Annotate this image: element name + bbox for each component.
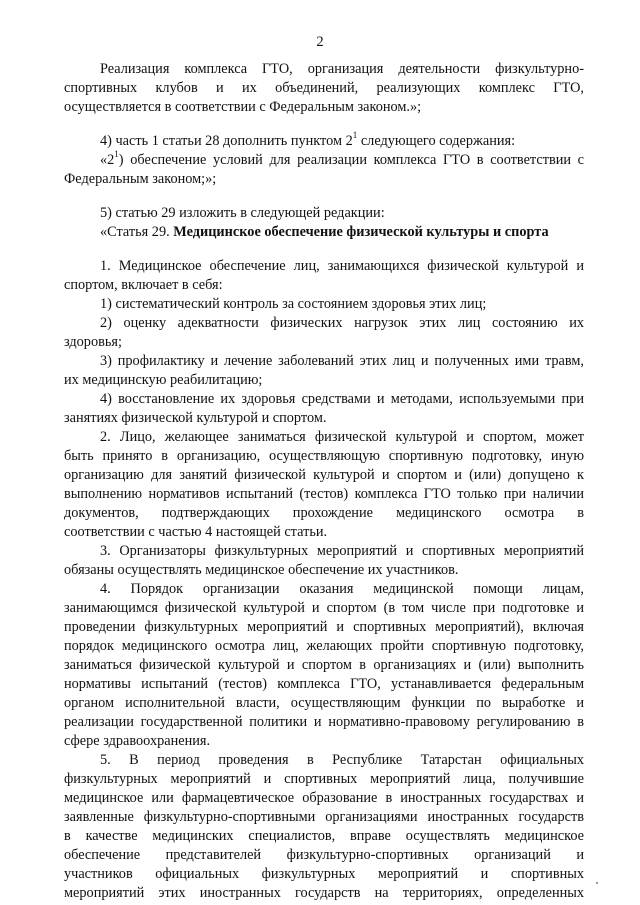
- text-line: порядок медицинского осмотра лиц, желающих пройти спортивную подготовку,: [64, 638, 584, 654]
- text-line: осуществляется в соответствии с Федеральным законом.»;: [64, 99, 422, 115]
- text-line: здоровья;: [64, 334, 122, 350]
- scan-speck: [596, 882, 598, 884]
- superscript: 1: [352, 130, 358, 141]
- text-line: реализации государственной политики и нормативно-правовому регулированию в: [64, 714, 584, 730]
- text-line: участников официальных физкультурных мероприятий и спортивных: [64, 866, 584, 882]
- text-line: 3. Организаторы физкультурных мероприятий и спортивных мероприятий: [100, 543, 584, 559]
- text-line: проведении физкультурных мероприятий и спортивных мероприятий), включая: [64, 619, 584, 635]
- text-span: следующего содержания:: [357, 133, 516, 149]
- text-line: [100, 132, 584, 150]
- text-line: Реализация комплекса ГТО, организация деятельности физкультурно-: [100, 61, 584, 77]
- text-line: 1) систематический контроль за состоянием здоровья этих лиц;: [100, 296, 487, 312]
- text-line: нормативы испытаний (тестов) комплекса ГТО, устанавливается федеральным: [64, 676, 584, 692]
- text-line: мероприятий этих иностранных государств на территориях, определенных: [64, 885, 584, 901]
- text-line: их медицинскую реабилитацию;: [64, 372, 263, 388]
- text-line: 4. Порядок организации оказания медицинской помощи лицам,: [100, 581, 584, 597]
- text-line: 1. Медицинское обеспечение лиц, занимающихся физической культурой и: [100, 258, 584, 274]
- text-line: 2) оценку адекватности физических нагрузок этих лиц состоянию их: [100, 315, 584, 331]
- text-line: органом исполнительной власти, осуществляющим функции по выработке и: [64, 695, 584, 711]
- text-line: Федеральным законом;»;: [64, 171, 217, 187]
- text-line: обязаны осуществлять медицинское обеспечение их участников.: [64, 562, 459, 578]
- text-line: заявленные физкультурно-спортивными организациями иностранных государств: [64, 809, 584, 825]
- superscript: 1: [114, 149, 119, 160]
- article-heading: [100, 223, 584, 241]
- text-line: [100, 151, 584, 169]
- text-line: занимающимся физической культурой и спортом (в том числе при подготовке и: [64, 600, 584, 616]
- text-line: спортом, включает в себя:: [64, 277, 223, 293]
- text-line: занятиях физической культурой и спортом.: [64, 410, 327, 426]
- text-line: быть принято в организацию, осуществляющую спортивную подготовку, иную: [64, 448, 584, 464]
- article-title: Медицинское обеспечение физической культуры и спорта: [173, 224, 549, 240]
- text-line: организацию для занятий физической культурой и спортом и (или) допущено к: [64, 467, 584, 483]
- text-line: 5) статью 29 изложить в следующей редакции:: [100, 205, 385, 221]
- text-line: в качестве медицинских специалистов, вправе осуществлять медицинское: [64, 828, 584, 844]
- text-line: выполнению нормативов испытаний (тестов) комплекса ГТО только при наличии: [64, 486, 584, 502]
- text-line: 3) профилактику и лечение заболеваний этих лиц и полученных ими травм,: [100, 353, 584, 369]
- text-line: обеспечение представителей физкультурно-спортивных организаций и: [64, 847, 584, 863]
- text-line: сфере здравоохранения.: [64, 733, 211, 749]
- text-line: физкультурных мероприятий и спортивных мероприятий лица, получившие: [64, 771, 584, 787]
- page-number: 2: [316, 34, 324, 50]
- text-span: «2: [100, 152, 115, 168]
- text-span: ) обеспечение условий для реализации комплекса ГТО в соответствии с: [118, 152, 584, 168]
- text-line: соответствии с частью 4 настоящей статьи.: [64, 524, 328, 540]
- text-line: медицинское или фармацевтическое образование в иностранных государствах и: [64, 790, 584, 806]
- text-line: документов, подтверждающих прохождение медицинского осмотра в: [64, 505, 584, 521]
- text-span: «Статья 29.: [100, 224, 174, 240]
- text-span: 4) часть 1 статьи 28 дополнить пунктом 2: [100, 133, 353, 149]
- text-line: 5. В период проведения в Республике Татарстан официальных: [100, 752, 584, 768]
- text-line: заниматься физической культурой и спортом в организациях и (или) выполнить: [64, 657, 584, 673]
- text-line: 4) восстановление их здоровья средствами и методами, используемыми при: [100, 391, 584, 407]
- text-line: спортивных клубов и их объединений, реализующих комплекс ГТО,: [64, 80, 584, 96]
- text-line: 2. Лицо, желающее заниматься физической культурой и спортом, может: [100, 429, 584, 445]
